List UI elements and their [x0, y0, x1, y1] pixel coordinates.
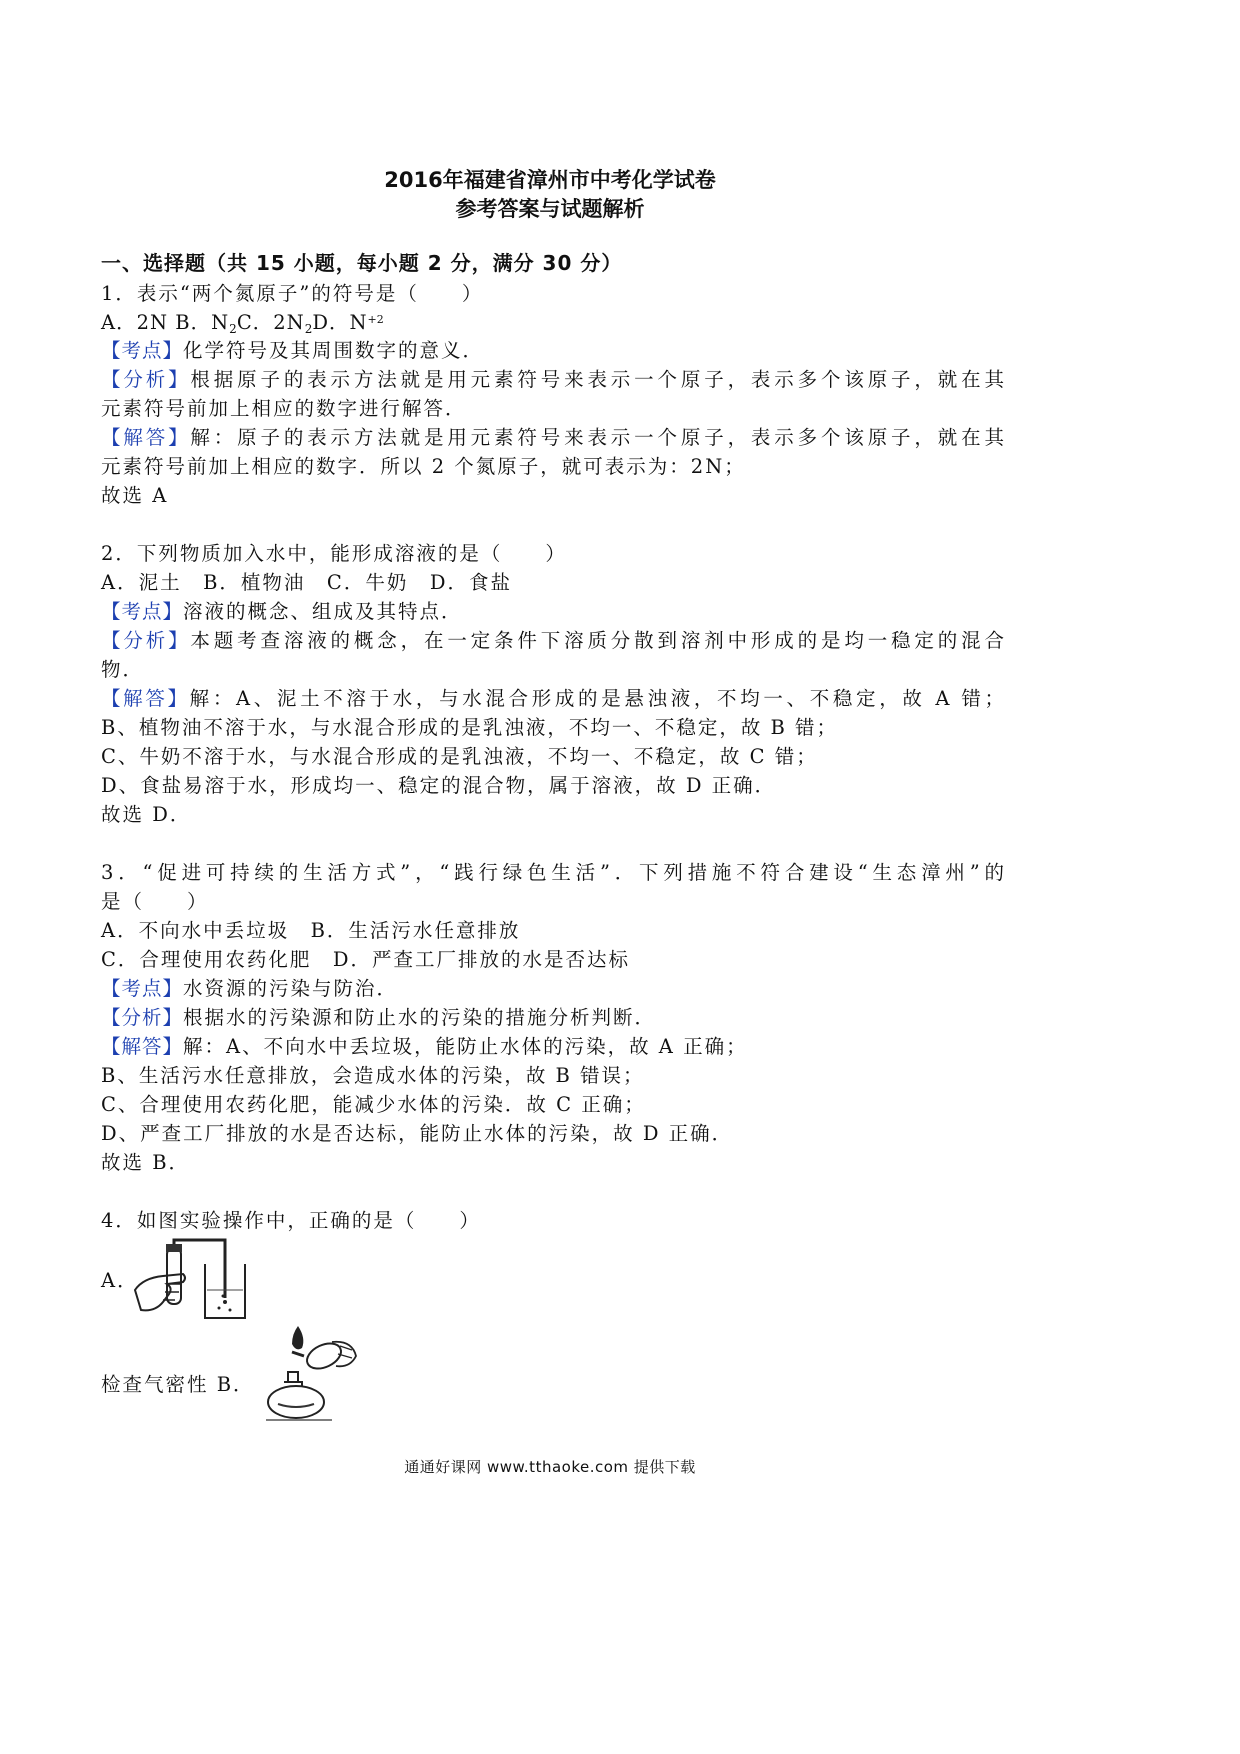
q3-line-c: C、合理使用农药化肥，能减少水体的污染．故 C 正确；	[101, 1093, 646, 1116]
q1-opt-b: B．N	[175, 311, 230, 334]
jieda-tag: 【解答】	[101, 426, 191, 449]
q1-opt-d-sup: +2	[367, 313, 384, 326]
q3-line-b: B、生活污水任意排放，会造成水体的污染，故 B 错误；	[101, 1064, 645, 1087]
q3-fenxi-text: 根据水的污染源和防止水的污染的措施分析判断．	[183, 1006, 657, 1029]
q3-jieda-text-1: 解：A、不向水中丢垃圾，能防止水体的污染，故 A 正确；	[183, 1035, 748, 1058]
q1-jieda	[101, 425, 1006, 451]
q1-opt-a: A．2N	[101, 311, 169, 334]
q3-kaodian-text: 水资源的污染与防治．	[183, 977, 399, 1000]
q2-kaodian	[101, 599, 463, 625]
q2-line-b: B、植物油不溶于水，与水混合形成的是乳浊液，不均一、不稳定，故 B 错；	[101, 716, 839, 739]
q2-jieda	[101, 686, 1006, 712]
q1-fenxi	[101, 367, 1006, 393]
q1-opt-c: C．2N	[236, 311, 305, 334]
q1-options	[101, 310, 384, 338]
q3-stem-2: 是（ ）	[101, 890, 209, 913]
q1-opt-d: D．N	[312, 311, 368, 334]
q1-jieda-text-1: 解：原子的表示方法就是用元素符号来表示一个原子，表示多个该原子，就在其	[190, 426, 1006, 449]
q3-options-1: A．不向水中丢垃圾 B．生活污水任意排放	[101, 919, 521, 942]
q1-opt-b-sub: 2	[229, 322, 237, 336]
q1-kaodian	[101, 338, 484, 364]
section-heading: 一、选择题（共 15 小题，每小题 2 分，满分 30 分）	[101, 251, 623, 275]
q2-answer: 故选 D．	[101, 803, 192, 826]
q2-line-c: C、牛奶不溶于水，与水混合形成的是乳浊液，不均一、不稳定，故 C 错；	[101, 745, 818, 768]
q1-fenxi-text-1: 根据原子的表示方法就是用元素符号来表示一个原子，表示多个该原子，就在其	[190, 368, 1006, 391]
q3-kaodian	[101, 976, 398, 1002]
q1-opt-c-sub: 2	[304, 322, 313, 336]
q3-fenxi	[101, 1005, 656, 1031]
q3-line-d: D、严查工厂排放的水是否达标，能防止水体的污染，故 D 正确．	[101, 1122, 734, 1145]
kaodian-tag: 【考点】	[101, 600, 184, 623]
q1-fenxi-text-2: 元素符号前加上相应的数字进行解答．	[101, 397, 467, 420]
fenxi-tag: 【分析】	[101, 368, 191, 391]
page-title: 2016年福建省漳州市中考化学试卷	[384, 168, 716, 192]
alcohol-lamp-figure	[262, 1322, 362, 1424]
q2-fenxi-text-2: 物．	[101, 658, 145, 681]
q3-options-2: C．合理使用农药化肥 D．严查工厂排放的水是否达标	[101, 948, 631, 971]
q2-stem: 2．下列物质加入水中，能形成溶液的是（ ）	[101, 542, 567, 565]
q2-line-d: D、食盐易溶于水，形成均一、稳定的混合物，属于溶液，故 D 正确．	[101, 774, 777, 797]
q1-jieda-text-2: 元素符号前加上相应的数字．所以 2 个氮原子，就可表示为：2N；	[101, 455, 746, 478]
page-subtitle: 参考答案与试题解析	[455, 197, 645, 221]
fenxi-tag: 【分析】	[101, 629, 191, 652]
q4-caption-a: 检查气密性	[101, 1373, 209, 1396]
q4-opt-b-label: B．	[216, 1373, 255, 1396]
q2-fenxi-text-1: 本题考查溶液的概念，在一定条件下溶质分散到溶剂中形成的是均一稳定的混合	[190, 629, 1006, 652]
jieda-tag: 【解答】	[101, 687, 190, 710]
q4-stem: 4．如图实验操作中，正确的是（ ）	[101, 1209, 481, 1232]
page-footer: 通通好课网 www.tthaoke.com 提供下载	[404, 1458, 696, 1476]
kaodian-tag: 【考点】	[101, 339, 184, 362]
q1-stem: 1．表示“两个氮原子”的符号是（ ）	[101, 282, 484, 305]
q4-opt-a-label: A．	[101, 1269, 139, 1292]
q2-jieda-text-1: 解：A、泥土不溶于水，与水混合形成的是悬浊液，不均一、不稳定，故 A 错；	[189, 687, 1006, 710]
q1-answer: 故选 A	[101, 484, 169, 507]
airtightness-check-figure	[133, 1238, 251, 1322]
q3-jieda	[101, 1034, 748, 1060]
q4-caption-and-b	[101, 1372, 255, 1398]
q2-options: A．泥土 B．植物油 C．牛奶 D．食盐	[101, 571, 512, 594]
fenxi-tag: 【分析】	[101, 1006, 184, 1029]
q3-answer: 故选 B．	[101, 1151, 191, 1174]
q1-kaodian-text: 化学符号及其周围数字的意义．	[183, 339, 485, 362]
q3-stem-1: 3．“促进可持续的生活方式”，“践行绿色生活”．下列措施不符合建设“生态漳州”的	[101, 861, 1006, 884]
jieda-tag: 【解答】	[101, 1035, 184, 1058]
kaodian-tag: 【考点】	[101, 977, 184, 1000]
q2-fenxi	[101, 628, 1006, 654]
q2-kaodian-text: 溶液的概念、组成及其特点．	[183, 600, 463, 623]
